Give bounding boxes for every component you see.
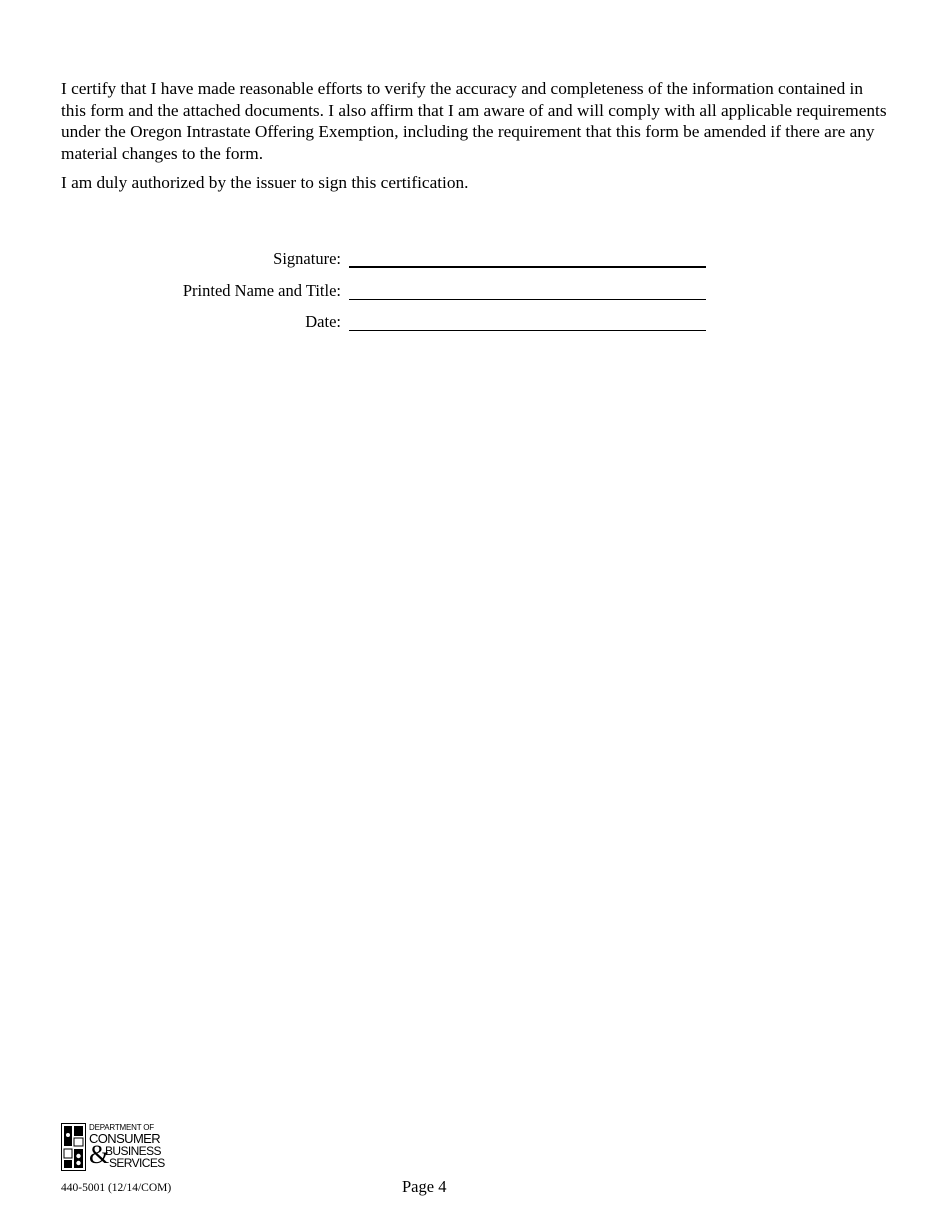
date-field[interactable]	[349, 330, 706, 331]
dcbs-logo	[61, 1123, 175, 1171]
dcbs-logo-wordmark	[89, 1123, 165, 1170]
page-number: Page 4	[402, 1177, 447, 1196]
logo-line-department: DEPARTMENT OF	[89, 1123, 154, 1132]
certification-paragraph: I certify that I have made reasonable efforts to verify the accuracy and completeness of the information contained in this form and the attached documents. I also affirm that I am aware of and will comply with all applicable requirements under the Oregon Intrastate Offering Exemption, including the requirement that this form be amended if there are any material changes to the form.	[61, 79, 887, 163]
form-number: 440-5001 (12/14/COM)	[61, 1182, 172, 1194]
logo-line-services: SERVICES	[109, 1156, 165, 1170]
logo-line-consumer: CONSUMER	[89, 1131, 161, 1146]
authorization-paragraph: I am duly authorized by the issuer to sign this certification.	[61, 173, 469, 192]
date-label: Date:	[305, 312, 341, 331]
printed-name-field[interactable]	[349, 299, 706, 300]
logo-line-business: BUSINESS	[105, 1144, 161, 1158]
dcbs-monogram-icon	[61, 1123, 89, 1171]
logo-ampersand: &	[89, 1140, 110, 1169]
signature-label: Signature:	[273, 249, 341, 268]
printed-name-label: Printed Name and Title:	[182, 281, 341, 300]
signature-field[interactable]	[349, 266, 706, 268]
